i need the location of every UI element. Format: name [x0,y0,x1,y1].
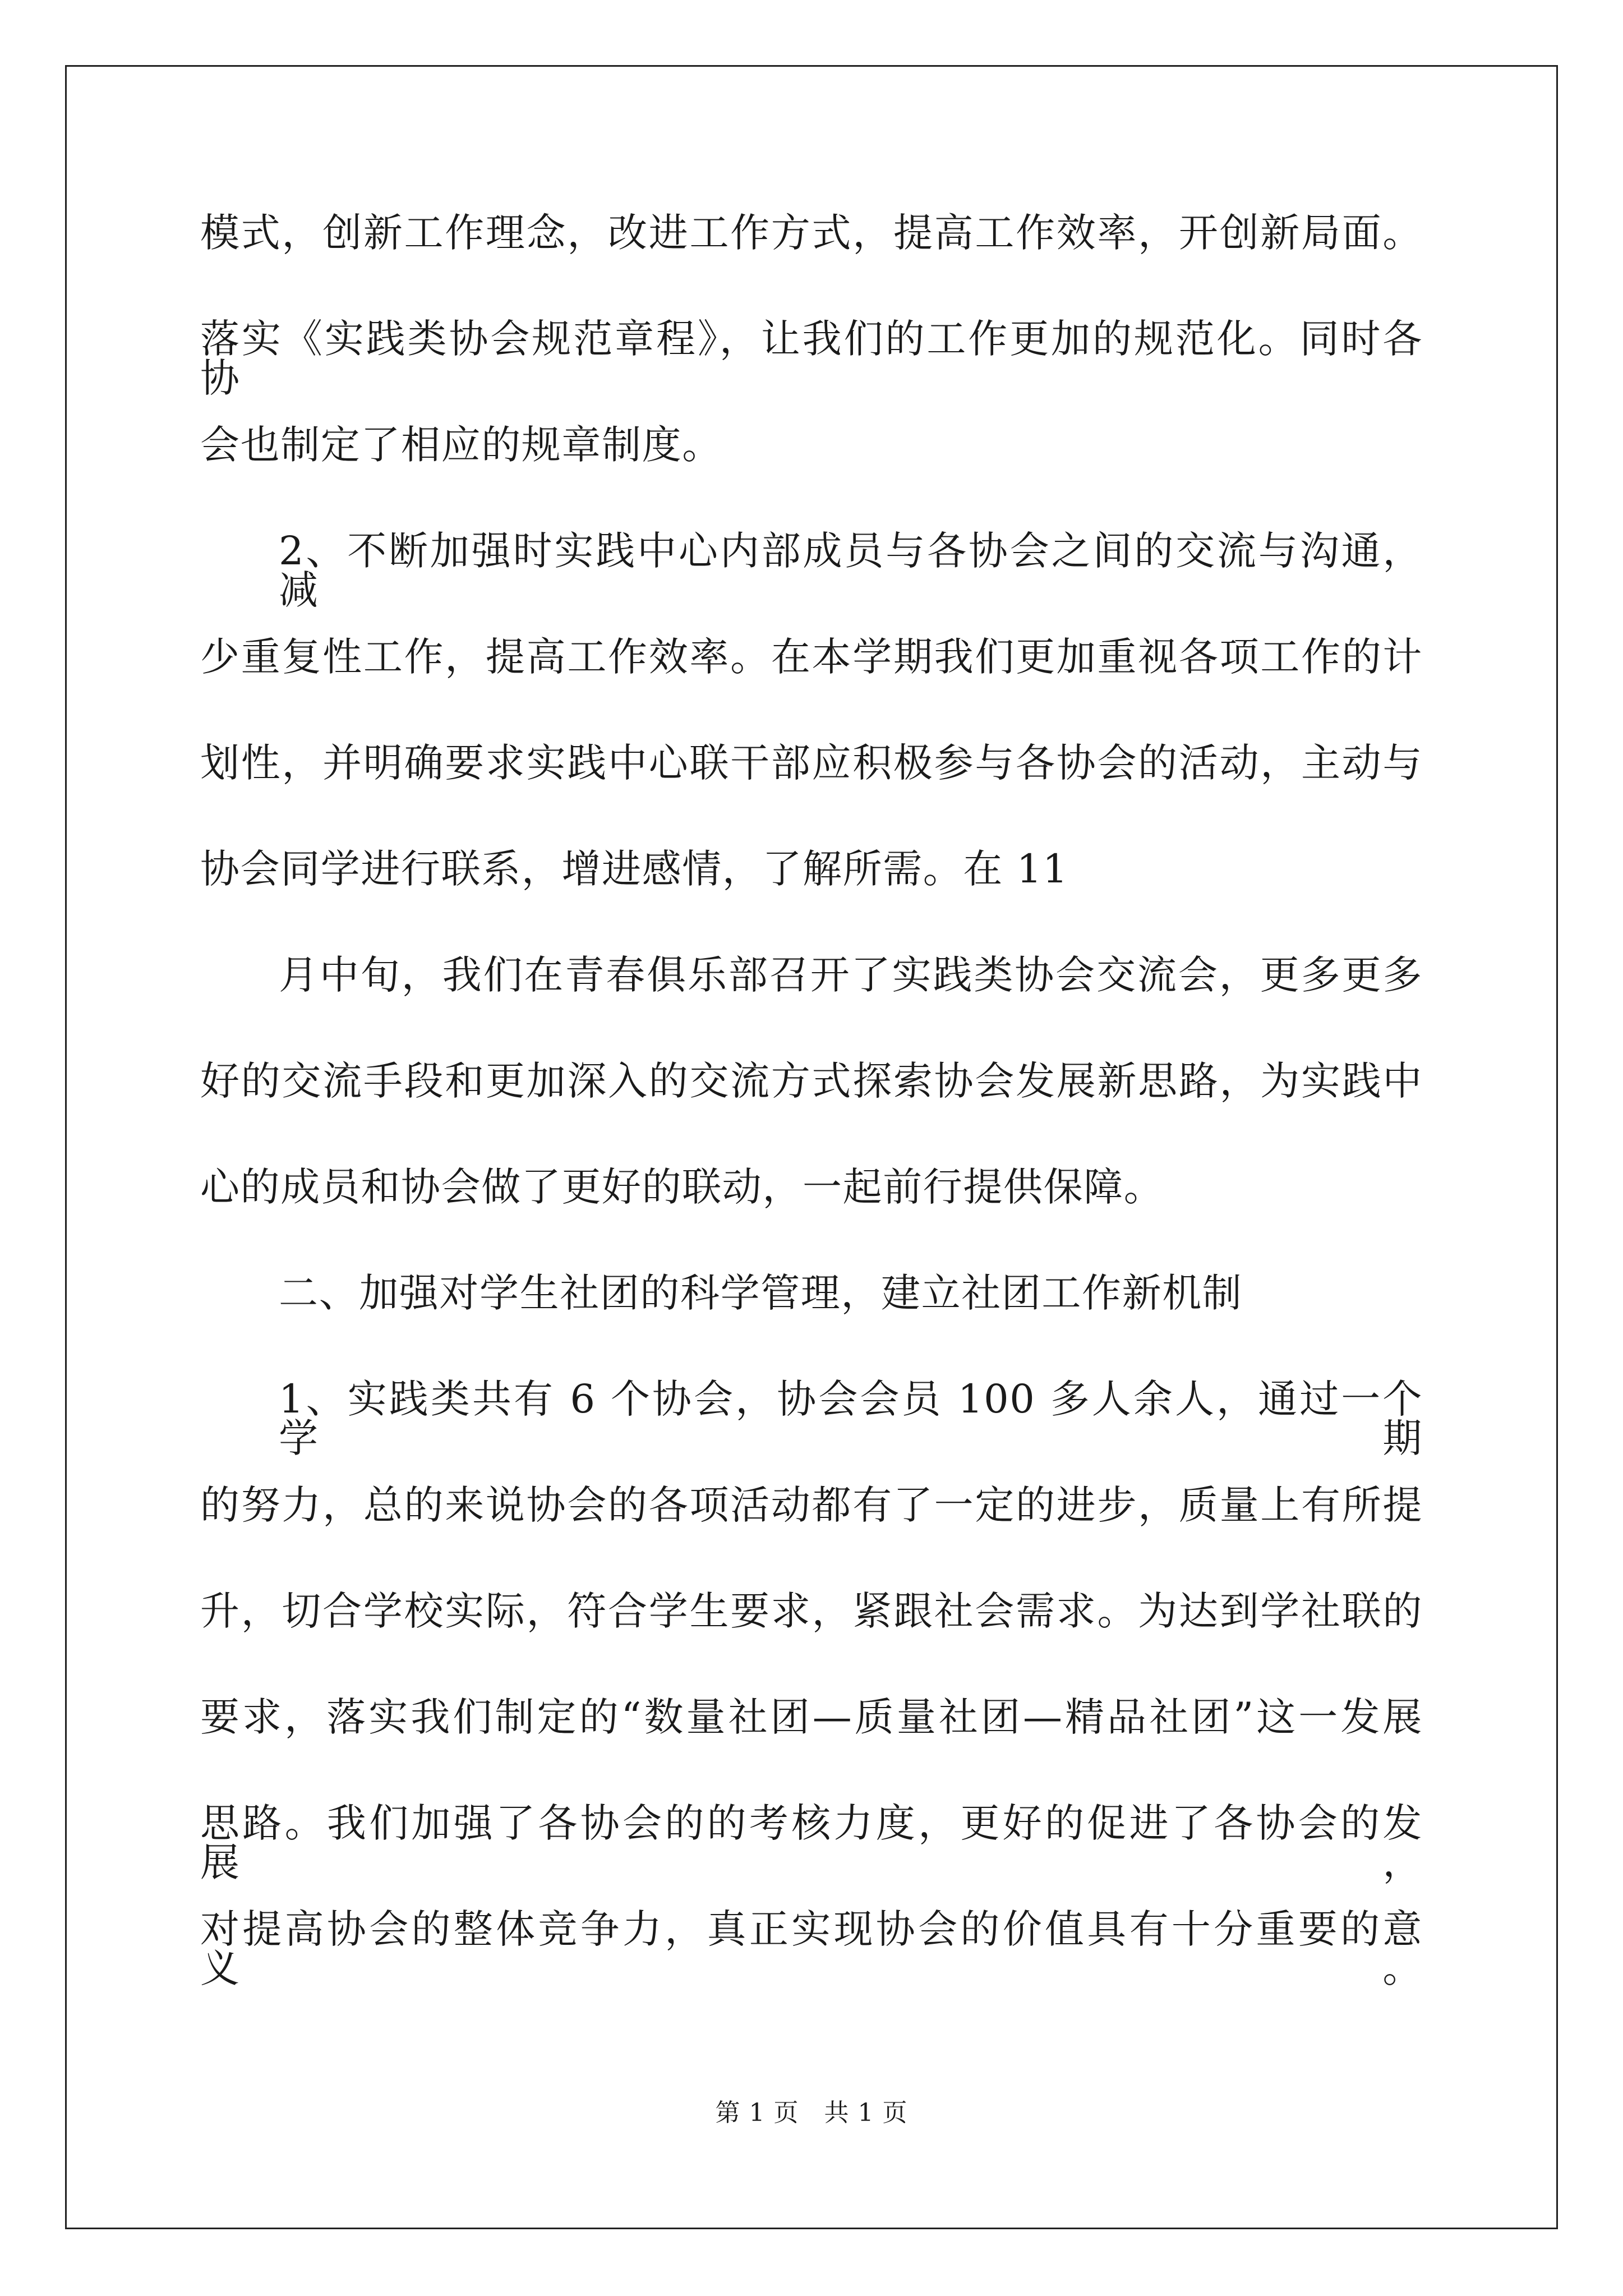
body-line: 模式，创新工作理念，改进工作方式，提高工作效率，开创新局面。 [200,210,1423,256]
body-line: 好的交流手段和更加深入的交流方式探索协会发展新思路，为实践中 [200,1058,1423,1104]
page-footer: 第 1 页 共 1 页 [715,2099,908,2127]
body-line: 要求，落实我们制定的“数量社团—质量社团—精品社团”这一发展 [200,1694,1423,1740]
body-line: 协会同学进行联系，增进感情，了解所需。在 11 [200,846,1069,892]
body-line: 思路。我们加强了各协会的的考核力度，更好的促进了各协会的发展， [200,1800,1423,1885]
body-line: 心的成员和协会做了更好的联动，一起前行提供保障。 [200,1164,1164,1210]
paragraph-first-line: 2、不断加强时实践中心内部成员与各协会之间的交流与沟通，减 [279,528,1423,613]
body-line: 少重复性工作，提高工作效率。在本学期我们更加重视各项工作的计 [200,634,1423,680]
body-line: 对提高协会的整体竞争力，真正实现协会的价值具有十分重要的意义。 [200,1906,1423,1991]
paragraph-first-line: 月中旬，我们在青春俱乐部召开了实践类协会交流会，更多更多 [279,952,1423,998]
document-body [200,210,1423,2016]
body-line: 升，切合学校实际，符合学生要求，紧跟社会需求。为达到学社联的 [200,1588,1423,1634]
body-line: 会也制定了相应的规章制度。 [200,422,722,468]
body-line: 落实《实践类协会规范章程》，让我们的工作更加的规范化。同时各协 [200,316,1423,401]
section-heading: 二、加强对学生社团的科学管理，建立社团工作新机制 [279,1270,1243,1316]
body-line: 划性，并明确要求实践中心联干部应积极参与各协会的活动，主动与 [200,740,1423,786]
paragraph-first-line: 1、实践类共有 6 个协会，协会会员 100 多人余人，通过一个学期 [279,1376,1423,1461]
body-line: 的努力，总的来说协会的各项活动都有了一定的进步，质量上有所提 [200,1482,1423,1528]
